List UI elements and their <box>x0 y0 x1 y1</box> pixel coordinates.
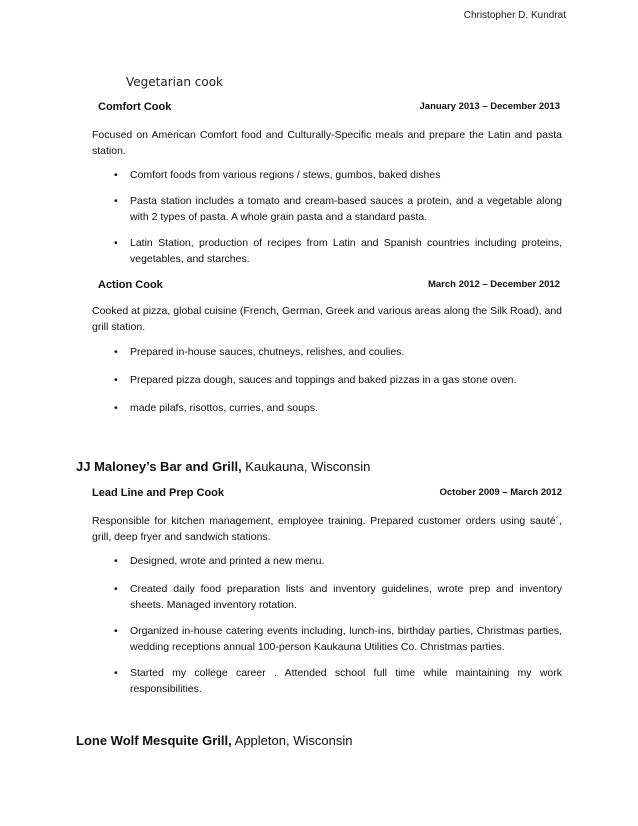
list-item: • Comfort foods from various regions / stews, gumbos, baked dishes <box>114 169 441 181</box>
employer-location: Kaukauna, Wisconsin <box>241 459 371 474</box>
bullet-icon: • <box>114 667 118 679</box>
bullet-icon: • <box>114 195 118 207</box>
role-dates: October 2009 – March 2012 <box>439 487 562 498</box>
role-title: Action Cook <box>98 279 163 291</box>
bullet-icon: • <box>114 237 118 249</box>
list-item: • Prepared pizza dough, sauces and toppings and baked pizzas in a gas stone oven. <box>114 374 517 386</box>
bullet-icon: • <box>114 555 118 567</box>
previous-role-title: Vegetarian cook <box>126 75 223 89</box>
role-description: Responsible for kitchen management, employee training. Prepared customer orders using sauté´, grill, deep fryer and sandwich stations. <box>92 515 562 543</box>
role-title: Comfort Cook <box>98 101 172 113</box>
employer-name: Lone Wolf Mesquite Grill, <box>76 733 232 748</box>
bullet-list-comfort <box>92 167 562 277</box>
bullet-list-action <box>92 344 562 426</box>
employer-heading-lonewolf <box>76 733 352 748</box>
bullet-icon: • <box>114 346 118 358</box>
role-description: Cooked at pizza, global cuisine (French, German, Greek and various areas along the Silk Road), and grill station. <box>92 305 562 333</box>
list-item: • Started my college career . Attended school full time while maintaining my work responsibilities. <box>114 667 562 695</box>
list-item: • Latin Station, production of recipes from Latin and Spanish countries including proteins, vegetables, and starches. <box>114 237 562 265</box>
list-item: • Prepared in-house sauces, chutneys, relishes, and coulies. <box>114 346 405 358</box>
list-item: • Designed, wrote and printed a new menu. <box>114 555 325 567</box>
document-author-name: Christopher D. Kundrat <box>463 10 566 21</box>
employer-name: JJ Maloney’s Bar and Grill, <box>76 459 242 474</box>
employer-location: Appleton, Wisconsin <box>231 733 353 748</box>
bullet-icon: • <box>114 402 118 414</box>
bullet-icon: • <box>114 169 118 181</box>
role-dates: January 2013 – December 2013 <box>419 101 560 112</box>
bullet-icon: • <box>114 583 118 595</box>
list-item: • Created daily food preparation lists and inventory guidelines, wrote prep and inventory sheets. Managed inventory rotation. <box>114 583 562 611</box>
role-dates: March 2012 – December 2012 <box>427 279 560 290</box>
role-title: Lead Line and Prep Cook <box>92 487 225 499</box>
list-item: • made pilafs, risottos, curries, and soups. <box>114 402 318 414</box>
bullet-icon: • <box>114 625 118 637</box>
bullet-icon: • <box>114 374 118 386</box>
employer-heading-jj <box>76 459 370 474</box>
bullet-list-jj <box>92 553 562 707</box>
list-item: • Pasta station includes a tomato and cream-based sauces a protein, and a vegetable along with 2 types of pasta. A whole grain pasta and a standard pasta. <box>114 195 562 223</box>
list-item: • Organized in-house catering events including, lunch-ins, birthday parties, Christmas parties, wedding receptions annual 100-person Kaukauna Utilities Co. Christmas parties. <box>114 625 562 653</box>
role-description: Focused on American Comfort food and Culturally-Specific meals and prepare the Latin and pasta station. <box>92 129 562 157</box>
